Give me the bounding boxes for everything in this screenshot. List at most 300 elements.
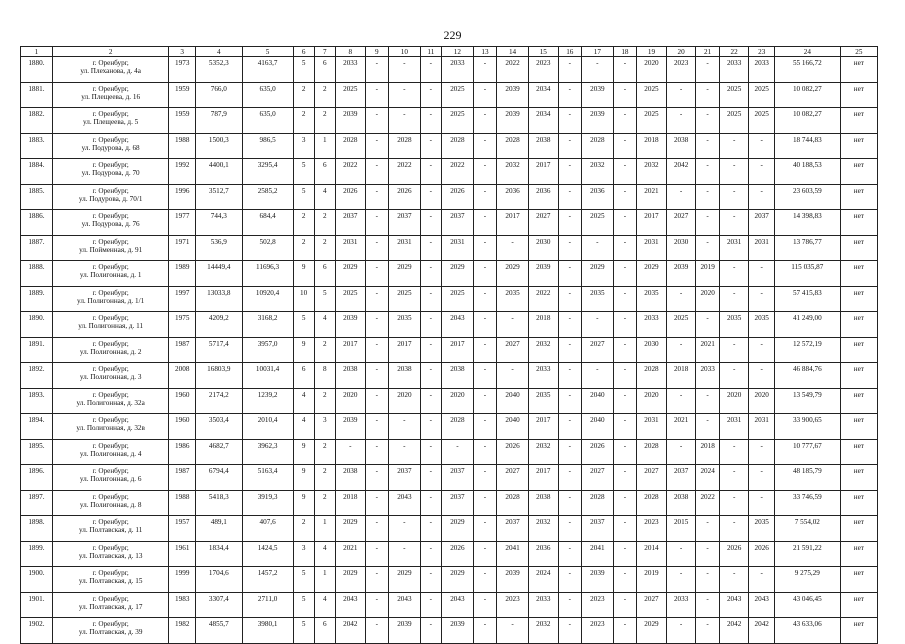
data-cell: нет — [840, 82, 877, 108]
row-number: 1899. — [21, 541, 53, 567]
table-row — [21, 82, 878, 108]
address-cell — [52, 490, 169, 516]
data-cell: 2038 — [335, 465, 365, 491]
data-cell: - — [365, 82, 388, 108]
data-cell: 2029 — [335, 261, 365, 287]
data-cell: 2030 — [637, 337, 667, 363]
data-cell: - — [335, 439, 365, 465]
data-cell: 2036 — [581, 184, 613, 210]
data-cell: 986,5 — [242, 133, 293, 159]
data-cell: 9 275,29 — [774, 567, 840, 593]
address-cell — [52, 210, 169, 236]
data-cell: 2039 — [335, 414, 365, 440]
address-street: ул. Полигонная, д. 32а — [76, 398, 145, 407]
data-cell: - — [420, 567, 441, 593]
data-cell: 2 — [314, 210, 335, 236]
data-cell: - — [388, 108, 420, 134]
data-cell: 5 — [293, 184, 314, 210]
data-cell: 2029 — [637, 618, 667, 644]
data-cell: 1 — [314, 516, 335, 542]
data-cell: 2023 — [637, 516, 667, 542]
data-cell: 2041 — [581, 541, 613, 567]
data-cell: нет — [840, 388, 877, 414]
data-cell: 2025 — [335, 82, 365, 108]
data-cell: 2 — [314, 439, 335, 465]
data-cell: 5 — [314, 286, 335, 312]
data-cell: - — [558, 337, 581, 363]
data-cell: - — [749, 261, 774, 287]
data-cell: - — [473, 490, 496, 516]
data-cell: 2018 — [666, 363, 696, 389]
data-cell: 2017 — [637, 210, 667, 236]
address-city: г. Оренбург, — [92, 288, 129, 297]
address-cell — [52, 465, 169, 491]
data-cell: - — [558, 159, 581, 185]
data-cell: 2028 — [441, 133, 473, 159]
data-cell: - — [473, 567, 496, 593]
data-cell: - — [749, 439, 774, 465]
data-cell: 2037 — [441, 490, 473, 516]
data-cell: - — [365, 490, 388, 516]
address-street: ул. Подурова, д. 76 — [81, 220, 140, 228]
data-cell: 3295,4 — [242, 159, 293, 185]
data-cell: - — [365, 337, 388, 363]
data-cell: - — [420, 618, 441, 644]
data-cell: 10 777,67 — [774, 439, 840, 465]
data-cell: 2033 — [528, 363, 558, 389]
row-number: 1894. — [21, 414, 53, 440]
column-number-cell: 25 — [840, 47, 877, 57]
address-street: ул. Полигонная, д. 4 — [79, 449, 142, 458]
data-cell: 2038 — [388, 363, 420, 389]
address-city: г. Оренбург, — [92, 518, 129, 526]
data-cell: - — [696, 133, 719, 159]
data-cell: 2029 — [581, 261, 613, 287]
data-cell: - — [365, 618, 388, 644]
data-cell: - — [581, 57, 613, 83]
data-cell: 3168,2 — [242, 312, 293, 338]
data-cell: 3512,7 — [195, 184, 242, 210]
data-cell: 2028 — [637, 363, 667, 389]
data-cell: 9 — [293, 337, 314, 363]
data-cell: 2022 — [441, 159, 473, 185]
data-cell: 2032 — [581, 159, 613, 185]
data-cell: - — [696, 567, 719, 593]
data-cell: 1457,2 — [242, 567, 293, 593]
data-cell: 2017 — [497, 210, 529, 236]
data-cell: 2030 — [528, 235, 558, 261]
data-cell: - — [666, 82, 696, 108]
address-street: ул. Полтавская, д. 15 — [78, 577, 143, 585]
data-cell: 3 — [293, 541, 314, 567]
data-cell: нет — [840, 337, 877, 363]
data-cell: 2039 — [335, 312, 365, 338]
column-number-cell: 17 — [581, 47, 613, 57]
table-row — [21, 465, 878, 491]
data-cell: - — [613, 312, 636, 338]
address-city: г. Оренбург, — [92, 492, 129, 501]
data-cell: 2035 — [749, 312, 774, 338]
data-cell: - — [719, 516, 749, 542]
column-number-cell: 6 — [293, 47, 314, 57]
data-cell: - — [719, 490, 749, 516]
page-number: 229 — [443, 28, 462, 42]
data-cell: 4 — [314, 541, 335, 567]
data-cell: - — [420, 363, 441, 389]
address-street: ул. Полтавская, д. 13 — [78, 551, 143, 560]
data-cell: - — [558, 592, 581, 618]
column-number-cell: 7 — [314, 47, 335, 57]
data-cell: 1957 — [169, 516, 196, 542]
data-cell: - — [365, 465, 388, 491]
data-cell: - — [420, 337, 441, 363]
data-cell: 2029 — [388, 261, 420, 287]
table-row — [21, 210, 878, 236]
data-cell: - — [613, 210, 636, 236]
data-cell: - — [719, 363, 749, 389]
address-cell — [52, 82, 169, 108]
data-cell: - — [749, 159, 774, 185]
data-cell: 2019 — [637, 567, 667, 593]
data-cell: 1999 — [169, 567, 196, 593]
column-number-cell: 18 — [613, 47, 636, 57]
row-number: 1891. — [21, 337, 53, 363]
data-cell: - — [719, 184, 749, 210]
data-cell: 3503,4 — [195, 414, 242, 440]
data-cell: 2028 — [388, 133, 420, 159]
data-cell: - — [473, 108, 496, 134]
table-row — [21, 567, 878, 593]
data-cell: - — [473, 159, 496, 185]
data-cell: 2017 — [441, 337, 473, 363]
data-cell: - — [696, 516, 719, 542]
data-cell: - — [473, 388, 496, 414]
data-cell: - — [613, 235, 636, 261]
data-cell: 2023 — [528, 57, 558, 83]
data-cell: 407,6 — [242, 516, 293, 542]
address-cell — [52, 337, 169, 363]
data-cell: - — [420, 210, 441, 236]
row-number: 1886. — [21, 210, 53, 236]
data-cell: 2026 — [388, 184, 420, 210]
data-cell: 2022 — [335, 159, 365, 185]
data-cell: 766,0 — [195, 82, 242, 108]
column-number-cell: 14 — [497, 47, 529, 57]
data-cell: 2026 — [441, 184, 473, 210]
data-cell: 2021 — [666, 414, 696, 440]
data-cell: 1989 — [169, 261, 196, 287]
table-row — [21, 184, 878, 210]
address-cell — [52, 363, 169, 389]
data-cell: - — [388, 57, 420, 83]
data-cell: 2025 — [749, 108, 774, 134]
data-cell: 23 603,59 — [774, 184, 840, 210]
data-cell: 2040 — [581, 414, 613, 440]
data-cell: 2 — [314, 337, 335, 363]
data-cell: 2028 — [497, 133, 529, 159]
data-cell: 8 — [314, 363, 335, 389]
data-cell: 2035 — [388, 312, 420, 338]
data-cell: - — [497, 618, 529, 644]
data-cell: 2 — [314, 465, 335, 491]
data-cell: - — [420, 465, 441, 491]
table-row — [21, 490, 878, 516]
column-number-cell: 5 — [242, 47, 293, 57]
column-number-cell: 1 — [21, 47, 53, 57]
data-cell: 744,3 — [195, 210, 242, 236]
data-cell: 2033 — [528, 592, 558, 618]
address-city: г. Оренбург, — [92, 84, 129, 93]
data-cell: - — [719, 465, 749, 491]
data-cell: 1500,3 — [195, 133, 242, 159]
data-cell: - — [365, 210, 388, 236]
address-cell — [52, 388, 169, 414]
data-cell: - — [558, 235, 581, 261]
data-cell: - — [749, 490, 774, 516]
address-street: ул. Полигонная, д. 8 — [79, 500, 142, 509]
data-cell: 6 — [293, 363, 314, 389]
data-cell: 4682,7 — [195, 439, 242, 465]
data-cell: - — [473, 133, 496, 159]
data-cell: 2026 — [335, 184, 365, 210]
data-cell: - — [613, 337, 636, 363]
data-cell: - — [473, 82, 496, 108]
table-row — [21, 516, 878, 542]
data-cell: 2043 — [388, 490, 420, 516]
data-cell: 57 415,83 — [774, 286, 840, 312]
data-cell: - — [441, 439, 473, 465]
data-cell: - — [365, 159, 388, 185]
data-cell: 1959 — [169, 108, 196, 134]
column-number-cell: 9 — [365, 47, 388, 57]
data-cell: 2020 — [637, 388, 667, 414]
data-cell: 14449,4 — [195, 261, 242, 287]
address-city: г. Оренбург, — [92, 263, 129, 271]
data-cell: 1988 — [169, 133, 196, 159]
table-row — [21, 388, 878, 414]
data-cell: - — [581, 312, 613, 338]
data-cell: - — [696, 618, 719, 644]
data-cell: 5 — [293, 592, 314, 618]
data-cell: 2043 — [441, 592, 473, 618]
data-cell: 2018 — [637, 133, 667, 159]
data-cell: 1960 — [169, 388, 196, 414]
data-cell: 1960 — [169, 414, 196, 440]
data-cell: - — [719, 210, 749, 236]
data-cell: 2037 — [441, 210, 473, 236]
data-cell: 2039 — [581, 567, 613, 593]
data-cell: - — [666, 388, 696, 414]
data-cell: - — [420, 541, 441, 567]
data-cell: 2025 — [581, 210, 613, 236]
data-cell: 2042 — [666, 159, 696, 185]
data-cell: 2 — [314, 82, 335, 108]
data-cell: 2025 — [441, 82, 473, 108]
data-cell: - — [420, 133, 441, 159]
table-row — [21, 312, 878, 338]
data-cell: - — [388, 516, 420, 542]
data-cell: 2043 — [388, 592, 420, 618]
row-number: 1895. — [21, 439, 53, 465]
column-number-cell: 12 — [441, 47, 473, 57]
data-cell: 2038 — [335, 363, 365, 389]
data-cell: - — [613, 261, 636, 287]
data-cell: 41 249,00 — [774, 312, 840, 338]
data-cell: - — [365, 133, 388, 159]
data-cell: 2039 — [388, 618, 420, 644]
address-cell — [52, 133, 169, 159]
data-cell: 2031 — [441, 235, 473, 261]
data-cell: - — [558, 465, 581, 491]
data-cell: - — [420, 159, 441, 185]
row-number: 1901. — [21, 592, 53, 618]
data-cell: 2026 — [581, 439, 613, 465]
data-cell: нет — [840, 465, 877, 491]
data-cell: 2035 — [528, 388, 558, 414]
data-cell: 2020 — [441, 388, 473, 414]
data-cell: - — [666, 184, 696, 210]
column-number-cell: 2 — [52, 47, 169, 57]
data-cell: 2032 — [528, 337, 558, 363]
address-cell — [52, 286, 169, 312]
data-cell: - — [613, 108, 636, 134]
data-cell: 3980,1 — [242, 618, 293, 644]
data-cell: - — [558, 312, 581, 338]
address-street: ул. Плеханова, д. 4а — [80, 67, 141, 75]
data-cell: - — [365, 312, 388, 338]
data-cell: - — [365, 592, 388, 618]
data-cell: 13 549,79 — [774, 388, 840, 414]
data-cell: 2014 — [637, 541, 667, 567]
data-cell: 2 — [293, 82, 314, 108]
data-cell: нет — [840, 133, 877, 159]
data-cell: 2585,2 — [242, 184, 293, 210]
address-cell — [52, 108, 169, 134]
column-number-cell: 13 — [473, 47, 496, 57]
data-cell: 2037 — [335, 210, 365, 236]
address-city: г. Оренбург, — [92, 161, 129, 169]
data-cell: 4 — [293, 388, 314, 414]
data-cell: 6 — [314, 618, 335, 644]
address-street: ул. Полигонная, д. 2 — [79, 347, 142, 356]
data-cell: 4 — [314, 592, 335, 618]
data-cell: - — [365, 108, 388, 134]
data-cell: - — [749, 363, 774, 389]
data-cell: - — [749, 286, 774, 312]
data-cell: 2027 — [581, 465, 613, 491]
data-cell: - — [613, 184, 636, 210]
data-cell: 2031 — [719, 414, 749, 440]
data-cell: 2043 — [719, 592, 749, 618]
data-cell: - — [365, 516, 388, 542]
data-cell: 1986 — [169, 439, 196, 465]
data-cell: - — [365, 235, 388, 261]
row-number: 1896. — [21, 465, 53, 491]
table-row — [21, 57, 878, 83]
data-cell: - — [613, 286, 636, 312]
data-cell: 2008 — [169, 363, 196, 389]
data-cell: - — [696, 108, 719, 134]
data-cell: 2029 — [497, 261, 529, 287]
data-cell: - — [696, 57, 719, 83]
data-cell: 2 — [293, 516, 314, 542]
data-cell: 1971 — [169, 235, 196, 261]
data-cell: - — [696, 592, 719, 618]
data-cell: 2022 — [528, 286, 558, 312]
data-cell: нет — [840, 516, 877, 542]
data-cell: - — [473, 184, 496, 210]
address-cell — [52, 541, 169, 567]
data-cell: 2031 — [749, 414, 774, 440]
data-cell: 2032 — [528, 516, 558, 542]
data-cell: 2034 — [528, 108, 558, 134]
data-cell: 684,4 — [242, 210, 293, 236]
data-cell: 1973 — [169, 57, 196, 83]
data-cell: нет — [840, 592, 877, 618]
data-cell: 2029 — [441, 261, 473, 287]
data-cell: 2 — [314, 490, 335, 516]
data-cell: 2025 — [719, 82, 749, 108]
data-cell: 489,1 — [195, 516, 242, 542]
address-street: ул. Подурова, д. 70 — [81, 169, 140, 177]
data-cell: 2023 — [581, 618, 613, 644]
data-cell: 10 082,27 — [774, 108, 840, 134]
data-cell: 2027 — [497, 465, 529, 491]
data-cell: 2022 — [388, 159, 420, 185]
data-cell: 2711,0 — [242, 592, 293, 618]
data-cell: - — [473, 286, 496, 312]
data-cell: 2028 — [581, 490, 613, 516]
data-cell: 6 — [314, 261, 335, 287]
data-cell: 2040 — [497, 388, 529, 414]
data-cell: - — [473, 312, 496, 338]
data-cell: 1834,4 — [195, 541, 242, 567]
address-cell — [52, 592, 169, 618]
row-number: 1885. — [21, 184, 53, 210]
data-cell: нет — [840, 439, 877, 465]
data-cell: - — [558, 210, 581, 236]
table-row — [21, 108, 878, 134]
data-cell: - — [365, 414, 388, 440]
column-number-cell: 24 — [774, 47, 840, 57]
data-cell: 1975 — [169, 312, 196, 338]
data-cell: 2029 — [637, 261, 667, 287]
data-cell: 2035 — [637, 286, 667, 312]
data-cell: нет — [840, 414, 877, 440]
data-cell: - — [558, 261, 581, 287]
data-cell: 11696,3 — [242, 261, 293, 287]
data-cell: 55 166,72 — [774, 57, 840, 83]
data-cell: 2037 — [441, 465, 473, 491]
data-cell: 2024 — [528, 567, 558, 593]
data-cell: 1987 — [169, 465, 196, 491]
data-cell: 1239,2 — [242, 388, 293, 414]
data-cell: 10 — [293, 286, 314, 312]
address-city: г. Оренбург, — [92, 569, 129, 577]
row-number: 1883. — [21, 133, 53, 159]
data-cell: 43 633,06 — [774, 618, 840, 644]
data-cell: 2039 — [497, 108, 529, 134]
data-cell: 9 — [293, 439, 314, 465]
column-number-cell: 4 — [195, 47, 242, 57]
data-cell: 2033 — [749, 57, 774, 83]
data-cell: 2039 — [528, 261, 558, 287]
data-cell: - — [696, 312, 719, 338]
row-number: 1900. — [21, 567, 53, 593]
data-cell: 2033 — [719, 57, 749, 83]
address-cell — [52, 235, 169, 261]
data-cell: - — [473, 592, 496, 618]
